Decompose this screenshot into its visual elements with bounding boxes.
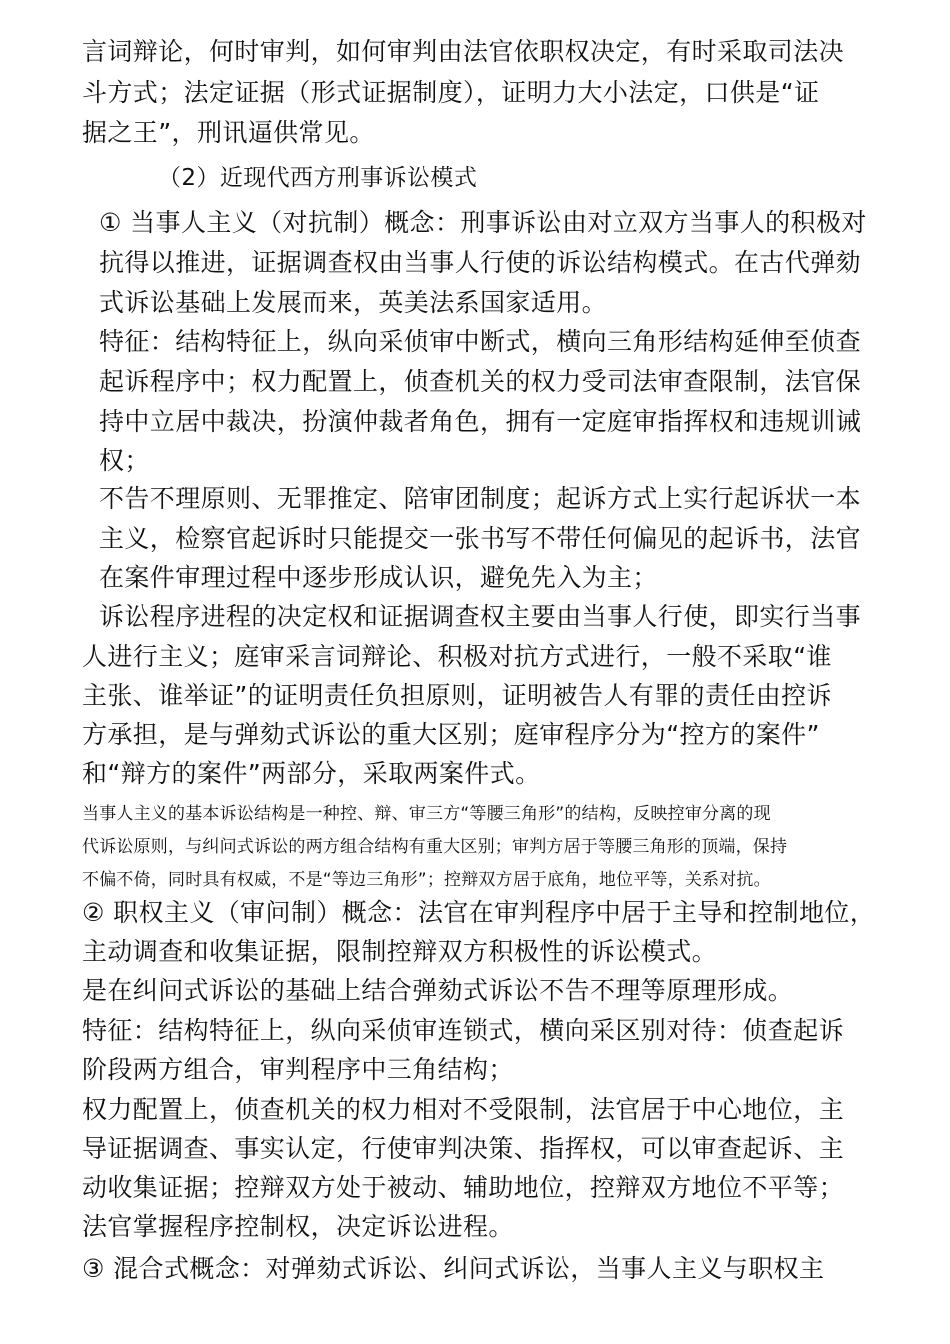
text-line: 言词辩论，何时审判，如何审判由法官依职权决定，有时采取司法决 <box>82 37 845 66</box>
text-line: 据之王”，刑讯逼供常见。 <box>82 118 375 147</box>
text-line: 方承担，是与弹劾式诉讼的重大区别；庭审程序分为“控方的案件” <box>82 720 820 749</box>
text-line: 动收集证据；控辩双方处于被动、辅助地位，控辩双方地位不平等； <box>82 1173 845 1202</box>
text-line: 特征：结构特征上，纵向采侦审连锁式，横向采区别对待：侦查起诉 <box>82 1016 845 1045</box>
note-line: 当事人主义的基本诉讼结构是一种控、辩、审三方“等腰三角形”的结构，反映控审分离的现 <box>82 804 771 824</box>
text-line: 主动调查和收集证据，限制控辩双方积极性的诉讼模式。 <box>82 937 718 966</box>
text-line: 起诉程序中；权力配置上，侦查机关的权力受司法审查限制，法官保 <box>99 367 862 396</box>
text-line: 特征：结构特征上，纵向采侦审中断式，横向三角形结构延伸至侦查 <box>99 327 862 356</box>
text-line: 主张、谁举证”的证明责任负担原则，证明被告人有罪的责任由控诉 <box>82 681 832 710</box>
text-line: 人进行主义；庭审采言词辩论、积极对抗方式进行，一般不采取“谁 <box>82 642 832 671</box>
text-line: 是在纠问式诉讼的基础上结合弹劾式诉讼不告不理等原理形成。 <box>82 976 794 1005</box>
text-line: 阶段两方组合，审判程序中三角结构； <box>82 1055 514 1084</box>
text-line: 在案件审理过程中逐步形成认识，避免先入为主； <box>99 563 658 592</box>
text-line: 不告不理原则、无罪推定、陪审团制度；起诉方式上实行起诉状一本 <box>99 484 862 513</box>
note-line: 不偏不倚，同时具有权威，不是“等边三角形”；控辩双方居于底角，地位平等，关系对抗。 <box>82 870 771 890</box>
text-line: 和“辩方的案件”两部分，采取两案件式。 <box>82 759 541 788</box>
text-line: 权力配置上，侦查机关的权力相对不受限制，法官居于中心地位，主 <box>82 1095 845 1124</box>
text-line: 权； <box>99 446 150 475</box>
text-line: 主义，检察官起诉时只能提交一张书写不带任何偏见的起诉书，法官 <box>99 524 862 553</box>
text-line: ③ 混合式概念：对弹劾式诉讼、纠问式诉讼，当事人主义与职权主 <box>82 1254 825 1283</box>
text-line: 式诉讼基础上发展而来，英美法系国家适用。 <box>99 288 608 317</box>
text-line: 诉讼程序进程的决定权和证据调查权主要由当事人行使，即实行当事 <box>99 602 862 631</box>
text-line: 导证据调查、事实认定，行使审判决策、指挥权，可以审查起诉、主 <box>82 1134 845 1163</box>
text-line: 法官掌握程序控制权，决定诉讼进程。 <box>82 1212 514 1241</box>
text-line: 斗方式；法定证据（形式证据制度），证明力大小法定，口供是“证 <box>82 78 820 107</box>
text-line: ② 职权主义（审问制）概念：法官在审判程序中居于主导和控制地位， <box>82 898 876 927</box>
section-heading: （2）近现代西方刑事诉讼模式 <box>158 165 478 191</box>
text-line: 持中立居中裁决，扮演仲裁者角色，拥有一定庭审指挥权和违规训诫 <box>99 407 862 436</box>
note-line: 代诉讼原则，与纠问式诉讼的两方组合结构有重大区别；审判方居于等腰三角形的顶端，保持 <box>82 837 788 857</box>
text-line: 抗得以推进，证据调查权由当事人行使的诉讼结构模式。在古代弹劾 <box>99 248 862 277</box>
text-line: ① 当事人主义（对抗制）概念：刑事诉讼由对立双方当事人的积极对 <box>99 208 867 237</box>
